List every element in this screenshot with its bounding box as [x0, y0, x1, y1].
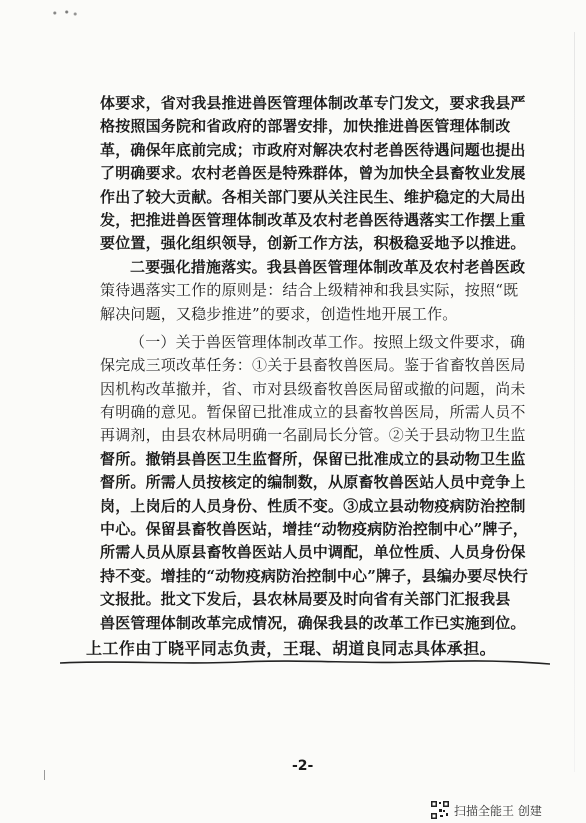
text-line: 文报批。批文下发后，县农林局要及时向省有关部门汇报我县 [100, 590, 511, 609]
text-line: 督所。所需人员按核定的编制数，从原畜牧兽医站人员中竞争上 [100, 473, 526, 492]
document-body [86, 92, 566, 663]
struck-text-line: 兽医管理体制改革完成情况，确保我县的改革工作已实施到位。 [100, 613, 526, 632]
text-line: 所需人员从原县畜牧兽医站人员中调配，单位性质、人员身份保 [100, 543, 526, 562]
text-line: 革，确保年底前完成；市政府对解决农村老兽医待遇问题也提出 [100, 140, 526, 159]
strikethrough-scribble [60, 656, 550, 670]
text-line: 作出了较大贡献。各相关部门要从关注民生、维护稳定的大局出 [100, 187, 526, 206]
page-number: -2- [292, 758, 314, 774]
scanner-watermark [430, 800, 542, 820]
text-line: 持不变。增挂的“动物疫病防治控制中心”牌子，县编办要尽快行 [100, 566, 529, 585]
text-line: 有明确的意见。暂保留已批准成立的县畜牧兽医局，所需人员不 [100, 403, 526, 422]
text-line: 中心。保留县畜牧兽医站，增挂“动物疫病防治控制中心”牌子， [100, 520, 529, 539]
qr-code-icon [430, 800, 450, 820]
text-line: 发，把推进兽医管理体制改革及农村老兽医待遇落实工作摆上重 [100, 210, 526, 229]
subsection-heading-line: （一）关于兽医管理体制改革工作。按照上级文件要求，确 [130, 332, 526, 351]
watermark-label: 扫描全能王 创建 [454, 803, 542, 818]
text-line: 保完成三项改革任务：①关于县畜牧兽医局。鉴于省畜牧兽医局 [100, 356, 526, 375]
margin-mark [44, 770, 45, 780]
text-line: 了明确要求。农村老兽医是特殊群体，曾为加快全县畜牧业发展 [100, 164, 526, 183]
handwritten-line: 上工作由丁晓平同志负责，王琨、胡道良同志具体承担。 [86, 638, 497, 658]
text-line: 岗，上岗后的人员身份、性质不变。③成立县动物疫病防治控制 [100, 496, 526, 515]
section-heading-line: 二要强化措施落实。我县兽医管理体制改革及农村老兽医政 [130, 257, 526, 276]
text-line: 要位置，强化组织领导，创新工作方法，积极稳妥地予以推进。 [100, 234, 526, 253]
text-line: 再调剂，由县农林局明确一名副局长分管。②关于县动物卫生监 [100, 426, 526, 445]
scan-edge-shadow [574, 32, 575, 772]
text-line: 解决问题，又稳步推进”的要求，创造性地开展工作。 [100, 304, 458, 323]
scan-speck [48, 8, 82, 18]
text-line: 因机构改革撤并，省、市对县级畜牧兽医局留或撤的问题，尚未 [100, 379, 526, 398]
text-line: 格按照国务院和省政府的部署安排，加快推进兽医管理体制改 [100, 117, 511, 136]
text-line: 体要求，省对我县推进兽医管理体制改革专门发文，要求我县严 [100, 94, 526, 112]
text-line: 策待遇落实工作的原则是：结合上级精神和我县实际，按照“既 [100, 281, 519, 300]
text-line: 督所。撤销县兽医卫生监督所，保留已批准成立的县动物卫生监 [100, 449, 526, 468]
